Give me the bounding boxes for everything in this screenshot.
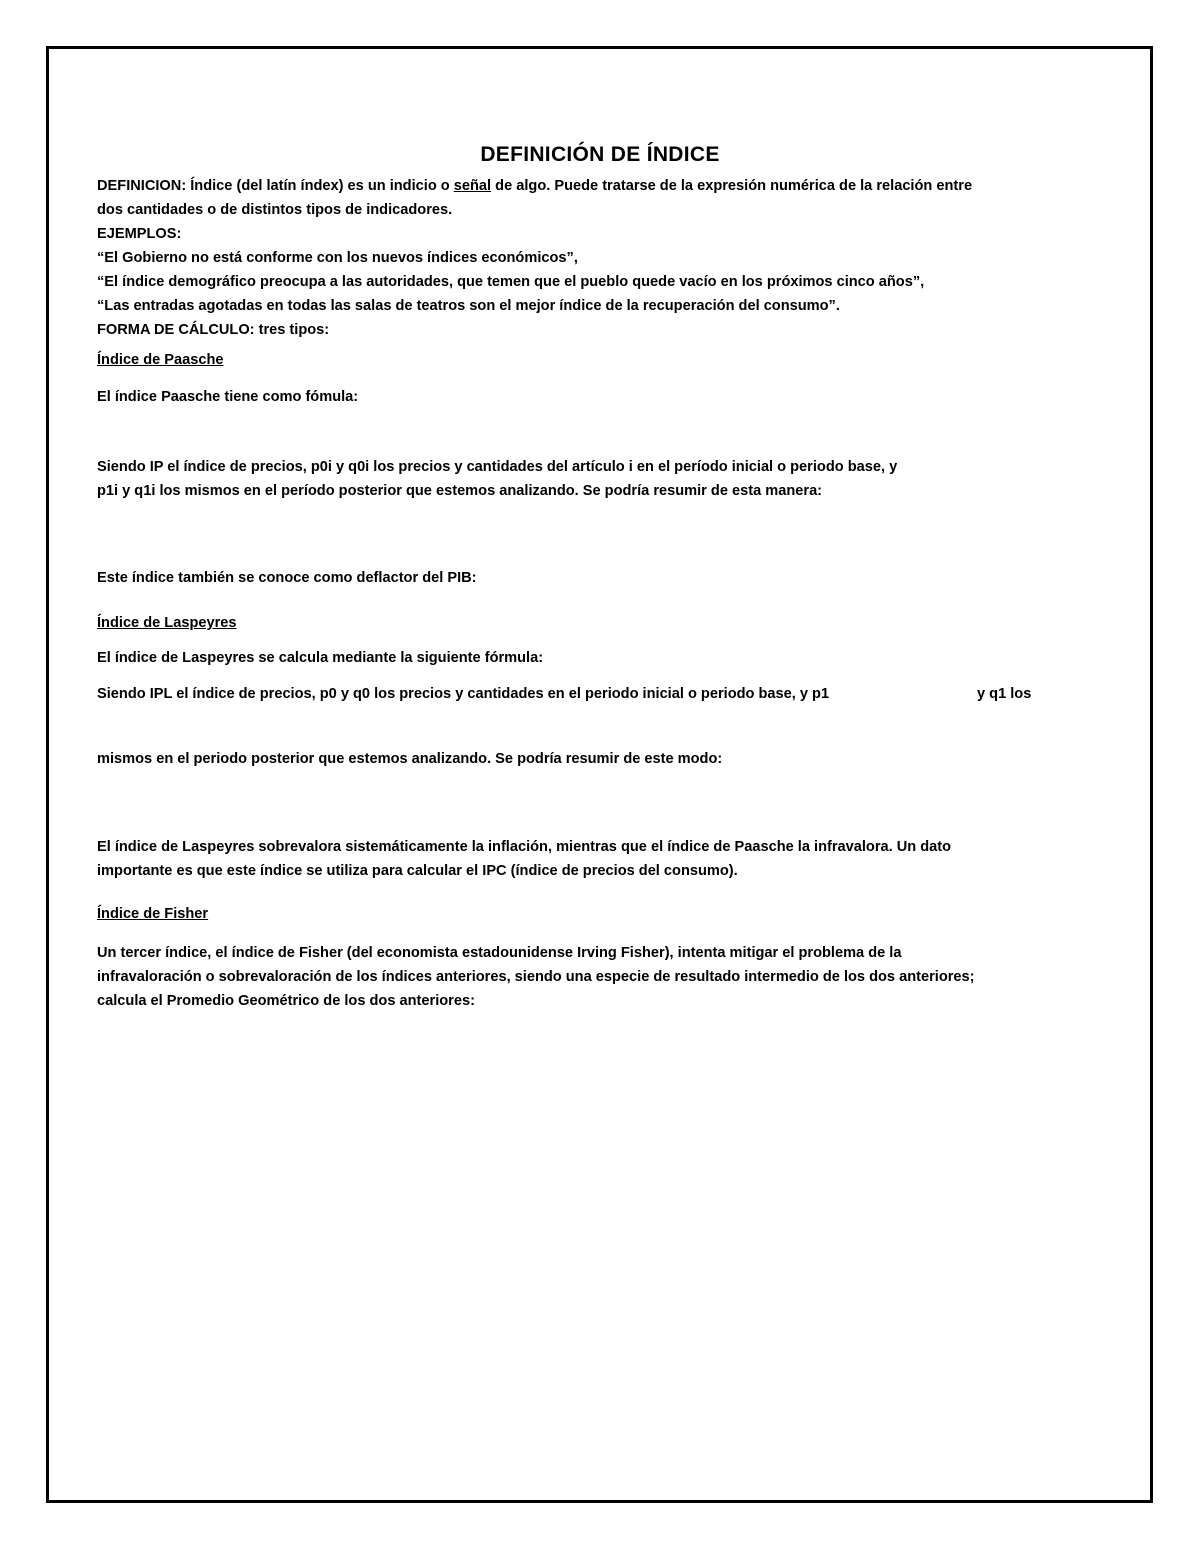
fisher-heading: Índice de Fisher — [97, 906, 209, 922]
fisher-line-2: infravaloración o sobrevaloración de los índices anteriores, siendo una especie de resultado intermedio de los dos anteriores; — [97, 969, 975, 985]
calc-label: FORMA DE CÁLCULO: tres tipos: — [97, 322, 330, 338]
laspeyres-heading: Índice de Laspeyres — [97, 615, 237, 631]
example-2: “El índice demográfico preocupa a las autoridades, que temen que el pueblo quede vacío en los próximos cinco años”, — [97, 274, 925, 290]
laspeyres-desc-line-1b: y q1 los — [977, 686, 1032, 702]
paasche-heading: Índice de Paasche — [97, 352, 224, 368]
paasche-formula-intro: El índice Paasche tiene como fómula: — [97, 389, 359, 405]
laspeyres-comment-line-1: El índice de Laspeyres sobrevalora sistemáticamente la inflación, mientras que el índice de Paasche la infravalora. Un dato — [97, 839, 952, 855]
paasche-desc-line-2: p1i y q1i los mismos en el período posterior que estemos analizando. Se podría resumir de esta manera: — [97, 483, 823, 499]
fisher-line-3: calcula el Promedio Geométrico de los dos anteriores: — [97, 993, 475, 1009]
definition-line-1 — [97, 174, 1107, 198]
laspeyres-desc-line-1a: Siendo IPL el índice de precios, p0 y q0 los precios y cantidades en el periodo inicial o periodo base, y p1 — [97, 686, 830, 702]
example-1: “El Gobierno no está conforme con los nuevos índices económicos”, — [97, 250, 578, 266]
laspeyres-comment-line-2: importante es que este índice se utiliza para calcular el IPC (índice de precios del consumo). — [97, 863, 738, 879]
definition-lead: DEFINICION: Índice (del latín índex) es un indicio o — [97, 178, 454, 194]
example-3: “Las entradas agotadas en todas las salas de teatros son el mejor índice de la recuperación del consumo”. — [97, 298, 840, 314]
paasche-deflator-note: Este índice también se conoce como deflactor del PIB: — [97, 570, 477, 586]
page-title: DEFINICIÓN DE ÍNDICE — [480, 143, 720, 166]
definition-link-senal[interactable]: señal — [453, 178, 492, 194]
fisher-line-1: Un tercer índice, el índice de Fisher (del economista estadounidense Irving Fisher), intenta mitigar el problema de la — [97, 945, 902, 961]
examples-label: EJEMPLOS: — [97, 226, 182, 242]
laspeyres-formula-intro: El índice de Laspeyres se calcula mediante la siguiente fórmula: — [97, 650, 544, 666]
definition-tail: de algo. Puede tratarse de la expresión numérica de la relación entre — [491, 178, 973, 194]
laspeyres-desc-line-2: mismos en el periodo posterior que estemos analizando. Se podría resumir de este modo: — [97, 751, 723, 767]
definition-line-2: dos cantidades o de distintos tipos de indicadores. — [97, 202, 453, 218]
paasche-desc-line-1: Siendo IP el índice de precios, p0i y q0i los precios y cantidades del artículo i en el período inicial o periodo base, y — [97, 459, 898, 475]
